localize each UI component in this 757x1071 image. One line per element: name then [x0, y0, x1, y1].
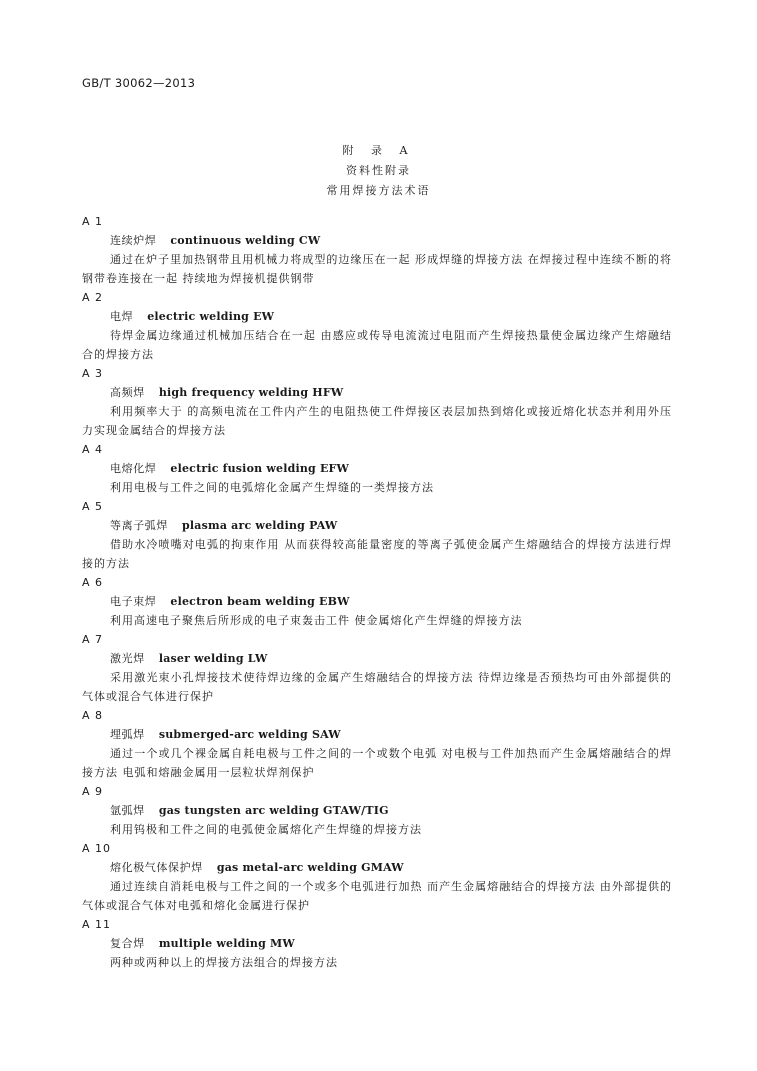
entry-term	[82, 383, 672, 402]
entry-term	[82, 858, 672, 877]
term-english: continuous welding CW	[170, 234, 321, 247]
term-english: electric welding EW	[147, 310, 275, 323]
standard-code: GB/T 30062—2013	[82, 76, 196, 90]
entry-term	[82, 516, 672, 535]
entry-number: A 3	[82, 367, 104, 380]
term-chinese: 电焊	[110, 310, 134, 323]
term-chinese: 高频焊	[110, 386, 145, 399]
term-english: submerged-arc welding SAW	[158, 728, 341, 741]
entry-definition: 借助水冷喷嘴对电弧的拘束作用 从而获得较高能量密度的等离子弧使金属产生熔融结合的焊接方法进行焊接的方法	[82, 538, 672, 570]
term-english: high frequency welding HFW	[158, 386, 344, 399]
entry-definition: 采用激光束小孔焊接技术使待焊边缘的金属产生熔融结合的焊接方法 待焊边缘是否预热均可由外部提供的气体或混合气体进行保护	[82, 671, 672, 703]
entry-term	[82, 307, 672, 326]
term-english: plasma arc welding PAW	[182, 519, 338, 532]
term-entry	[82, 839, 672, 915]
entry-number: A 8	[82, 709, 104, 722]
appendix-title: 附 录 A	[342, 144, 415, 157]
term-chinese: 激光焊	[110, 652, 145, 665]
term-entry	[82, 915, 672, 972]
term-chinese: 埋弧焊	[110, 728, 145, 741]
term-entry	[82, 573, 672, 630]
appendix-type: 资料性附录	[346, 164, 411, 177]
term-chinese: 连续炉焊	[110, 234, 157, 247]
term-english: gas metal-arc welding GMAW	[216, 861, 404, 874]
term-english: gas tungsten arc welding GTAW/TIG	[158, 804, 389, 817]
term-english: electron beam welding EBW	[170, 595, 350, 608]
term-chinese: 电子束焊	[110, 595, 157, 608]
entry-definition: 通过在炉子里加热钢带且用机械力将成型的边缘压在一起 形成焊缝的焊接方法 在焊接过程中连续不断的将钢带卷连接在一起 持续地为焊接机提供钢带	[82, 253, 672, 285]
term-entry	[82, 782, 672, 839]
entry-number: A 6	[82, 576, 104, 589]
term-list	[82, 212, 672, 972]
term-entry	[82, 212, 672, 288]
entry-term	[82, 649, 672, 668]
entry-number: A 5	[82, 500, 104, 513]
term-english: laser welding LW	[158, 652, 268, 665]
entry-term	[82, 801, 672, 820]
entry-definition: 两种或两种以上的焊接方法组合的焊接方法	[110, 956, 338, 969]
entry-term	[82, 231, 672, 250]
term-entry	[82, 706, 672, 782]
term-chinese: 氩弧焊	[110, 804, 145, 817]
entry-term	[82, 459, 672, 478]
term-entry	[82, 440, 672, 497]
entry-number: A 4	[82, 443, 104, 456]
entry-definition: 利用频率大于 的高频电流在工件内产生的电阻热使工件焊接区表层加热到熔化或接近熔化状态并利用外压力实现金属结合的焊接方法	[82, 405, 672, 437]
entry-definition: 通过连续自消耗电极与工件之间的一个或多个电弧进行加热 而产生金属熔融结合的焊接方法 由外部提供的气体或混合气体对电弧和熔化金属进行保护	[82, 880, 672, 912]
term-entry	[82, 630, 672, 706]
entry-term	[82, 725, 672, 744]
term-chinese: 熔化极气体保护焊	[110, 861, 203, 874]
entry-number: A 1	[82, 215, 104, 228]
entry-number: A 11	[82, 918, 112, 931]
entry-definition: 利用钨极和工件之间的电弧使金属熔化产生焊缝的焊接方法	[110, 823, 422, 836]
appendix-subject: 常用焊接方法术语	[326, 184, 431, 197]
entry-definition: 利用高速电子聚焦后所形成的电子束轰击工件 使金属熔化产生焊缝的焊接方法	[110, 614, 523, 627]
term-chinese: 复合焊	[110, 937, 145, 950]
term-english: multiple welding MW	[158, 937, 295, 950]
term-chinese: 电熔化焊	[110, 462, 157, 475]
entry-number: A 2	[82, 291, 104, 304]
entry-definition: 利用电极与工件之间的电弧熔化金属产生焊缝的一类焊接方法	[110, 481, 434, 494]
term-entry	[82, 364, 672, 440]
entry-number: A 10	[82, 842, 112, 855]
term-entry	[82, 288, 672, 364]
term-entry	[82, 497, 672, 573]
entry-definition: 通过一个或几个裸金属自耗电极与工件之间的一个或数个电弧 对电极与工件加热而产生金属熔融结合的焊接方法 电弧和熔融金属用一层粒状焊剂保护	[82, 747, 672, 779]
entry-definition: 待焊金属边缘通过机械加压结合在一起 由感应或传导电流流过电阻而产生焊接热量使金属边缘产生熔融结合的焊接方法	[82, 329, 672, 361]
entry-term	[82, 934, 672, 953]
entry-number: A 9	[82, 785, 104, 798]
entry-number: A 7	[82, 633, 104, 646]
term-chinese: 等离子弧焊	[110, 519, 168, 532]
term-english: electric fusion welding EFW	[170, 462, 350, 475]
entry-term	[82, 592, 672, 611]
